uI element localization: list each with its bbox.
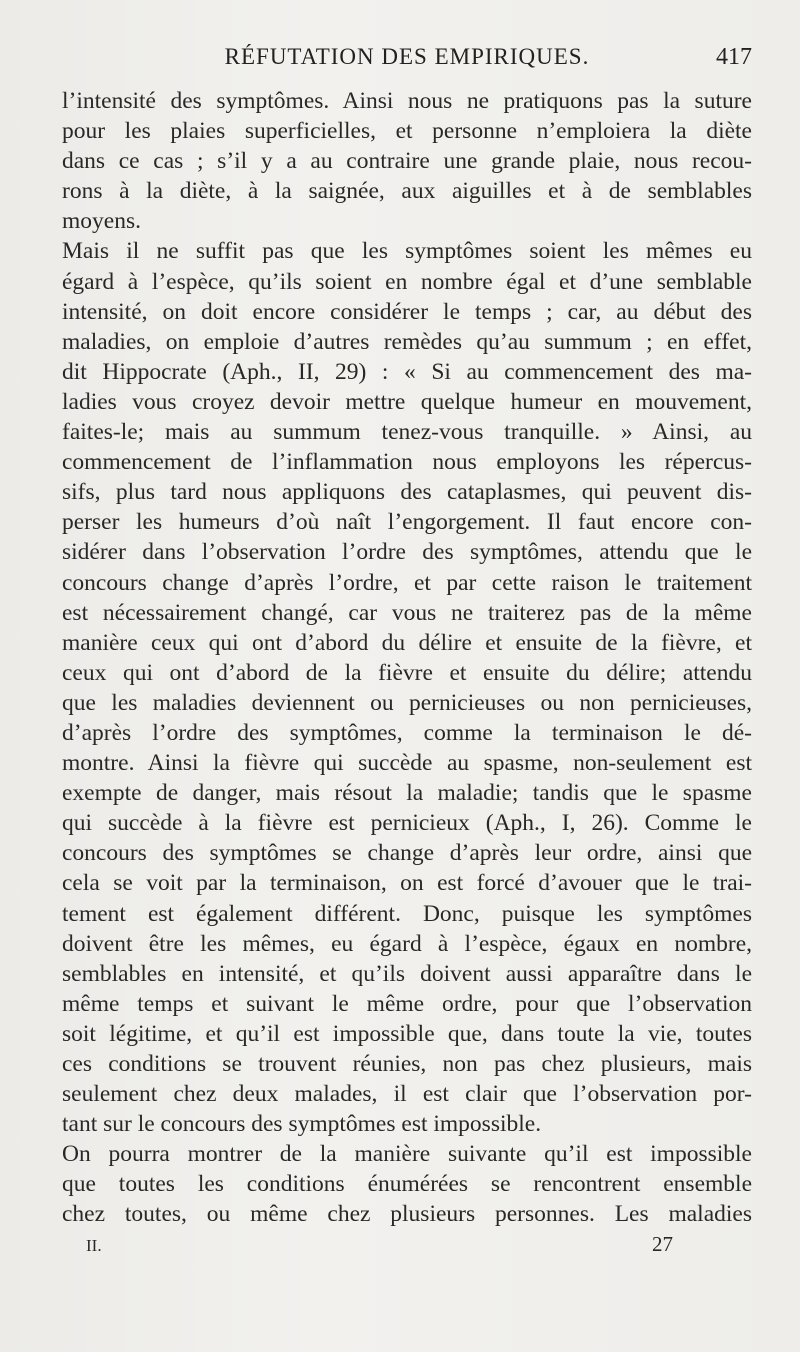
text-line: Mais il ne suffit pas que les symptômes soient les mêmes eu — [62, 238, 752, 265]
page-footer — [62, 1232, 752, 1266]
text-line: exempte de danger, mais résout la maladie; tandis que le spasme — [62, 780, 752, 807]
page-header — [62, 44, 752, 80]
text-line: perser les humeurs d’où naît l’engorgement. Il faut encore con- — [62, 509, 752, 536]
text-line: cela se voit par la terminaison, on est forcé d’avouer que le trai- — [62, 870, 752, 897]
text-line: est nécessairement changé, car vous ne traiterez pas de la même — [62, 599, 752, 626]
text-line: pour les plaies superficielles, et personne n’emploiera la diète — [62, 118, 752, 145]
text-line: tement est également différent. Donc, puisque les symptômes — [62, 900, 752, 927]
text-line: qui succède à la fièvre est pernicieux (Aph., I, 26). Comme le — [62, 810, 752, 837]
text-line: égard à l’espèce, qu’ils soient en nombre égal et d’une semblable — [62, 268, 752, 295]
text-line: semblables en intensité, et qu’ils doivent aussi apparaître dans le — [62, 960, 752, 987]
gathering-number: 27 — [652, 1232, 673, 1256]
text-line: ceux qui ont d’abord de la fièvre et ensuite du délire; attendu — [62, 659, 752, 686]
text-line: maladies, on emploie d’autres remèdes qu’au summum ; en effet, — [62, 328, 752, 355]
paragraph-2 — [62, 236, 752, 1139]
text-line: chez toutes, ou même chez plusieurs personnes. Les maladies — [62, 1201, 752, 1228]
page-number: 417 — [716, 44, 752, 70]
signature-mark: II. — [86, 1236, 102, 1255]
text-line: que toutes les conditions énumérées se rencontrent ensemble — [62, 1171, 752, 1198]
text-line: rons à la diète, à la saignée, aux aiguilles et à de semblables — [62, 178, 752, 205]
text-line: même temps et suivant le même ordre, pour que l’observation — [62, 990, 752, 1017]
text-line: montre. Ainsi la fièvre qui succède au spasme, non-seulement est — [62, 750, 752, 777]
text-line: ladies vous croyez devoir mettre quelque humeur en mouvement, — [62, 388, 752, 415]
text-line: intensité, on doit encore considérer le temps ; car, au début des — [62, 298, 752, 325]
paragraph-3 — [62, 1139, 752, 1229]
text-line: d’après l’ordre des symptômes, comme la terminaison le dé- — [62, 719, 752, 746]
text-line: faites-le; mais au summum tenez-vous tranquille. » Ainsi, au — [62, 419, 752, 446]
text-line: On pourra montrer de la manière suivante qu’il est impossible — [62, 1141, 752, 1168]
text-line: concours change d’après l’ordre, et par cette raison le traitement — [62, 569, 752, 596]
text-line: sidérer dans l’observation l’ordre des symptômes, attendu que le — [62, 539, 752, 566]
text-line: concours des symptômes se change d’après leur ordre, ainsi que — [62, 840, 752, 867]
text-line: sifs, plus tard nous appliquons des cataplasmes, qui peuvent dis- — [62, 479, 752, 506]
running-head: RÉFUTATION DES EMPIRIQUES. — [224, 44, 590, 69]
text-line: moyens. — [62, 208, 141, 235]
text-line: dit Hippocrate (Aph., II, 29) : « Si au commencement des ma- — [62, 358, 752, 385]
paragraph-1 — [62, 86, 752, 236]
body-text — [62, 86, 752, 1230]
text-line: soit légitime, et qu’il est impossible que, dans toute la vie, toutes — [62, 1020, 752, 1047]
text-line: seulement chez deux malades, il est clair que l’observation por- — [62, 1081, 752, 1108]
text-line: commencement de l’inflammation nous employons les répercus- — [62, 449, 752, 476]
text-line: doivent être les mêmes, eu égard à l’espèce, égaux en nombre, — [62, 930, 752, 957]
text-line: que les maladies deviennent ou pernicieuses ou non pernicieuses, — [62, 689, 752, 716]
text-line: dans ce cas ; s’il y a au contraire une grande plaie, nous recou- — [62, 148, 752, 175]
text-line: ces conditions se trouvent réunies, non pas chez plusieurs, mais — [62, 1051, 752, 1077]
text-line: tant sur le concours des symptômes est impossible. — [62, 1111, 542, 1138]
text-line: manière ceux qui ont d’abord du délire et ensuite de la fièvre, et — [62, 629, 752, 656]
text-line: l’intensité des symptômes. Ainsi nous ne pratiquons pas la suture — [62, 88, 752, 114]
